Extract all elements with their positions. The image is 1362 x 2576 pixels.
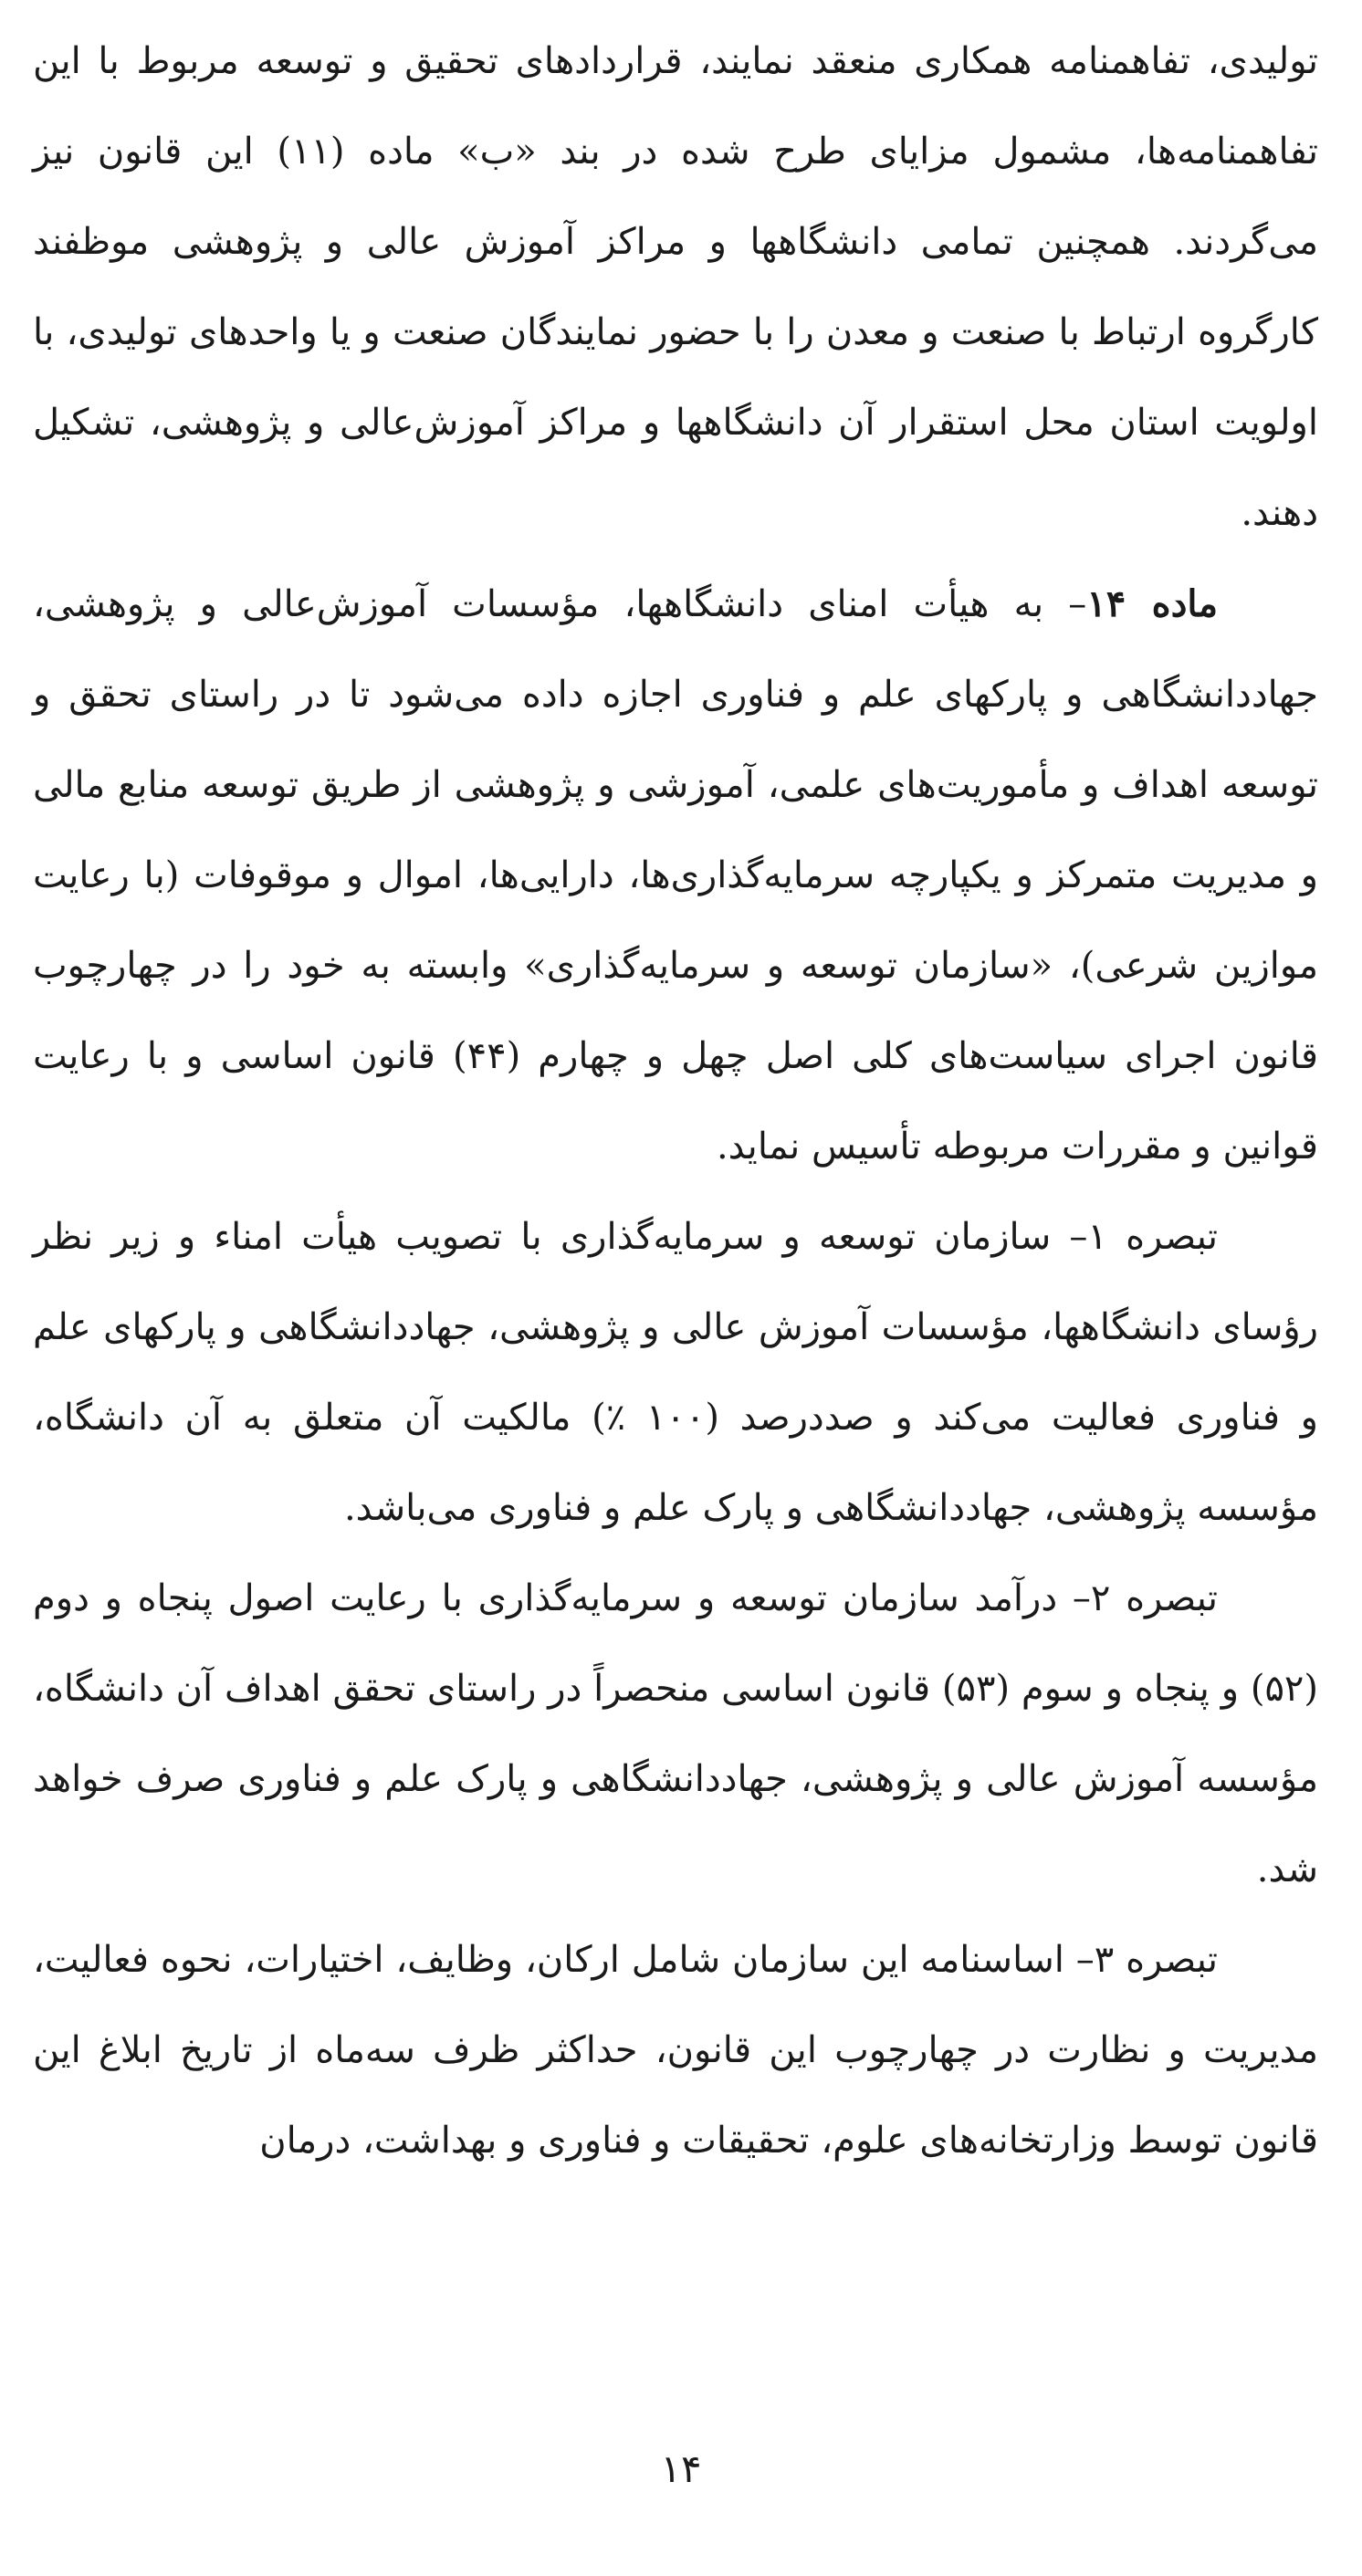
article-heading: ماده ۱۴ — [1086, 582, 1219, 625]
note-1-paragraph — [33, 1192, 1318, 1554]
note-2-paragraph — [33, 1554, 1318, 1915]
paragraph-text: تبصره ۳– اساسنامه این سازمان شامل ارکان، وظایف، اختیارات، نحوه فعالیت، مدیریت و نظارت در چهارچوب این قانون، حداکثر ظرف سه‌ماه از تاریخ ابلاغ این قانون توسط وزارتخانه‌های علوم، تحقیقات و فناوری و بهداشت، درمان — [33, 1939, 1319, 2162]
paragraph-text: تبصره ۲– درآمد سازمان توسعه و سرمایه‌گذاری با رعایت اصول پنجاه و دوم (۵۲) و پنجاه و سوم (۵۳) قانون اساسی منحصراً در راستای تحقق اهداف آن دانشگاه، مؤسسه آموزش عالی و پژوهشی، جهاددانشگاهی و پارک علم و فناوری صرف خواهد شد. — [33, 1577, 1319, 1890]
paragraph-text: – به هیأت امنای دانشگاهها، مؤسسات آموزش‌عالی و پژوهشی، جهاددانشگاهی و پارکهای علم و فناوری اجازه داده می‌شود تا در راستای تحقق و توسعه اهداف و مأموریت‌های علمی، آموزشی و پژوهشی از طریق توسعه منابع مالی و مدیریت متمرکز و یکپارچه سرمایه‌گذاری‌ها، دارایی‌ها، اموال و موقوفات (با رعایت موازین شرعی)، «سازمان توسعه و سرمایه‌گذاری» وابسته به خود را در چهارچوب قانون اجرای سیاست‌های کلی اصل چهل و چهارم (۴۴) قانون اساسی و با رعایت قوانین و مقررات مربوطه تأسیس نماید. — [33, 583, 1319, 1168]
page-number: ۱۴ — [660, 2446, 702, 2491]
paragraph-text: تبصره ۱– سازمان توسعه و سرمایه‌گذاری با تصویب هیأت امناء و زیر نظر رؤسای دانشگاهها، مؤسسات آموزش عالی و پژوهشی، جهاددانشگاهی و پارکهای علم و فناوری فعالیت می‌کند و صددرصد (۱۰۰ ٪) مالکیت آن متعلق به آن دانشگاه، مؤسسه پژوهشی، جهاددانشگاهی و پارک علم و فناوری می‌باشد. — [33, 1216, 1318, 1529]
paragraph-text: تولیدی، تفاهمنامه همکاری منعقد نمایند، قراردادهای تحقیق و توسعه مربوط با این تفاهمنامه‌ها، مشمول مزایای طرح شده در بند «ب» ماده (۱۱) این قانون نیز می‌گردند. همچنین تمامی دانشگاهها و مراکز آموزش عالی و پژوهشی موظفند کارگروه ارتباط با صنعت و معدن را با حضور نمایندگان صنعت و یا واحدهای تولیدی، با اولویت استان محل استقرار آن دانشگاهها و مراکز آموزش‌عالی و پژوهشی، تشکیل دهند. — [33, 40, 1319, 534]
note-3-paragraph — [33, 1915, 1318, 2186]
article-14-paragraph — [33, 559, 1318, 1192]
paragraph-continuation — [33, 16, 1318, 559]
